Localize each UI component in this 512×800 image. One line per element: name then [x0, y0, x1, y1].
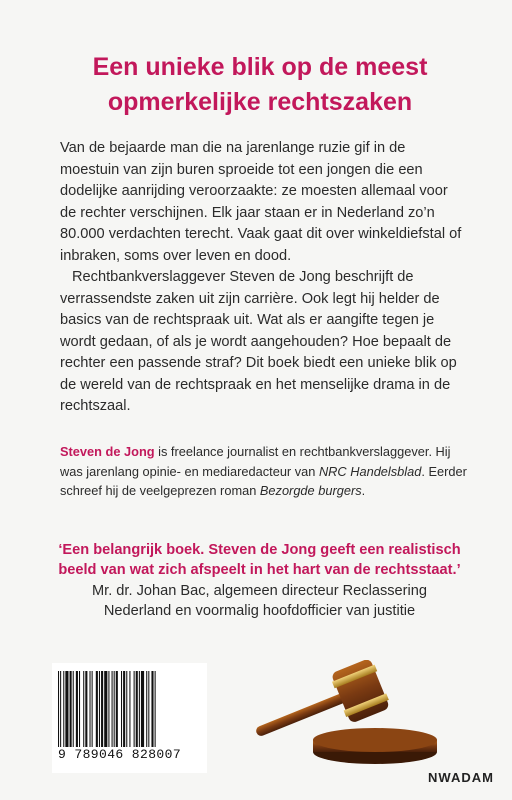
attribution-line-2: Nederland en voormalig hoofdofficier van justitie [103, 603, 416, 619]
review-quote: ‘Een belangrijk boek. Steven de Jong geeft een realistisch beeld van wat zich afspeelt in het hart van de rechtsstaat.’ [58, 542, 461, 578]
barcode [52, 663, 207, 773]
blurb-paragraph-1: Van de bejaarde man die na jarenlange ruzie gif in de moestuin van zijn buren sproeide tot een jongen die een dodelijke aanrijding veroorzaakte: ze moesten allemaal voor de rechter verschijnen. Elk jaar staan er in Nederland zo’n 80.000 verdachten terecht. Vaak gaat dit over winkeldiefstal of inbraken, soms over leven en dood. [60, 140, 462, 264]
quote-attribution [52, 581, 467, 621]
blurb [60, 138, 465, 418]
isbn-number: 9 789046 828007 [58, 747, 182, 762]
bio-text-1: is freelance journalist en rechtbankverslaggever. Hij was jarenlang opinie- en mediaredacteur van [60, 444, 451, 479]
headline [40, 50, 480, 120]
headline-line-1: Een unieke blik op de meest [92, 53, 428, 81]
bio-text-3: . [361, 483, 366, 498]
barcode-bars [58, 671, 201, 747]
headline-line-2: opmerkelijke rechtszaken [107, 88, 413, 116]
bio-text-2: . Eerder schreef hij de veelgeprezen roman [60, 463, 467, 498]
author-name: Steven de Jong [60, 444, 155, 459]
publisher-logo: NWADAM [428, 770, 494, 785]
blurb-paragraph-2: Rechtbankverslaggever Steven de Jong beschrijft de verrassendste zaken uit zijn carrière. Ook legt hij helder de basics van de rechtspraak uit. Wat als er aangifte tegen je wordt gedaan, of als je wordt aangehouden? Hoe bepaalt de rechter een passende straf? Dit boek biedt een unieke blik op de wereld van de rechtspraak en het menselijke drama in de rechtszaal. [60, 269, 457, 414]
newspaper-name: NRC Handelsblad [318, 463, 422, 479]
author-bio [60, 442, 470, 501]
gavel-icon [255, 660, 445, 770]
novel-title: Bezorgde burgers [259, 483, 362, 498]
attribution-line-1: Mr. dr. Johan Bac, algemeen directeur Reclassering [91, 583, 427, 599]
